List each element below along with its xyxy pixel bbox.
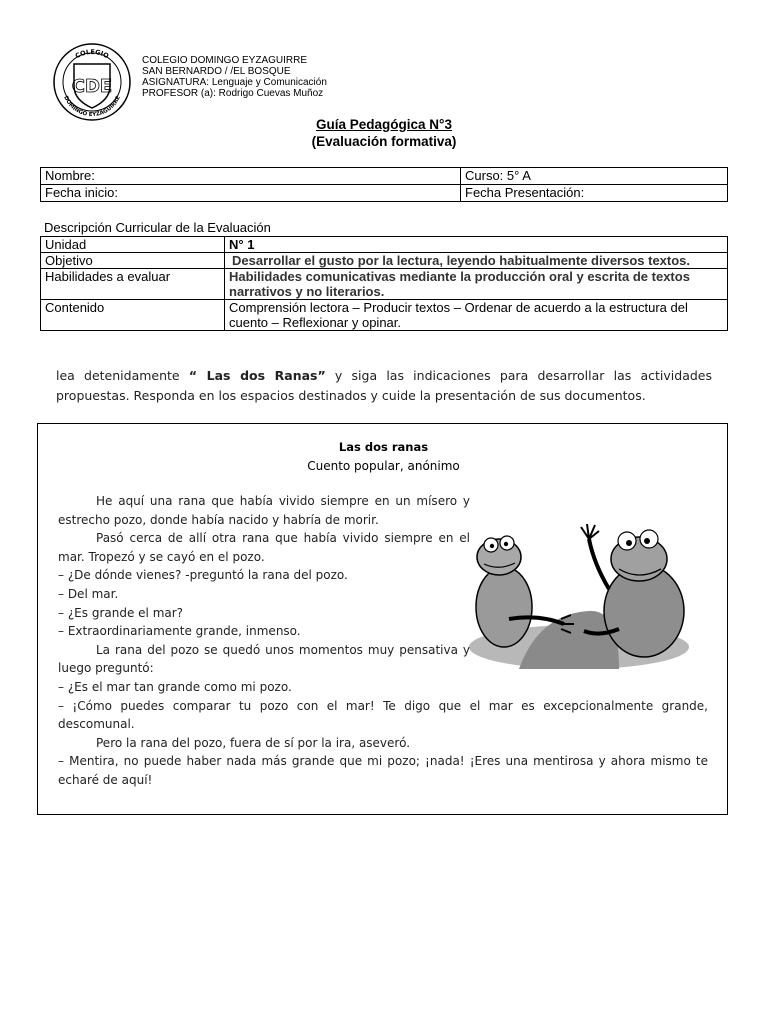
curriculum-row [41, 237, 728, 253]
story-subtitle: Cuento popular, anónimo [307, 459, 460, 473]
story-box [37, 423, 728, 815]
instructions-story-name: “ Las dos Ranas” [188, 368, 326, 383]
curriculum-row [41, 253, 728, 269]
start-date-cell[interactable]: Fecha inicio: [41, 185, 461, 202]
student-info-table [40, 167, 728, 202]
story-paragraph: – Mentira, no puede haber nada más grande que mi pozo; ¡nada! ¡Eres una mentirosa y ahora mismo te echaré de aquí! [58, 754, 708, 787]
presentation-date-cell[interactable]: Fecha Presentación: [461, 185, 728, 202]
instructions-part1: lea detenidamente [56, 368, 189, 383]
curriculum-table [40, 236, 728, 331]
logo-letters: CDE [71, 76, 113, 97]
school-info [142, 55, 327, 99]
course-cell: Curso: 5° A [461, 168, 728, 185]
guide-subtitle: (Evaluación formativa) [311, 134, 457, 149]
name-cell[interactable]: Nombre: [41, 168, 461, 185]
story-text [58, 492, 708, 790]
school-logo [52, 42, 132, 122]
svg-text:DOMINGO EYZAGUIRRE [62, 95, 122, 118]
story-paragraph: – Extraordinariamente grande, inmenso. [58, 624, 301, 639]
school-location: SAN BERNARDO / /EL BOSQUE [142, 66, 291, 77]
story-paragraph: La rana del pozo se quedó unos momentos muy pensativa y luego preguntó: [58, 642, 470, 676]
logo-text-bottom: DOMINGO EYZAGUIRRE [62, 95, 122, 119]
story-paragraph: – ¿Es grande el mar? [58, 605, 184, 620]
story-paragraph: Pasó cerca de allí otra rana que había vivido siempre en el mar. Tropezó y se cayó en el pozo. [58, 531, 470, 564]
story-paragraph: – ¡Cómo puedes comparar tu pozo con el mar! Te digo que el mar es excepcionalmente grande, descomunal. [58, 698, 708, 732]
story-title: Las dos ranas [338, 440, 429, 454]
unit-value: N° 1 [225, 237, 728, 253]
curriculum-heading: Descripción Curricular de la Evaluación [44, 220, 271, 235]
teacher-line: PROFESOR (a): Rodrigo Cuevas Muñoz [142, 88, 324, 99]
guide-title: Guía Pedagógica N°3 [316, 117, 452, 132]
objective-value: Desarrollar el gusto por la lectura, leyendo habitualmente diversos textos. [225, 253, 728, 269]
svg-text:COLEGIO [74, 48, 111, 60]
content-value: Comprensión lectora – Producir textos – Ordenar de acuerdo a la estructura del cuento – Reflexionar y opinar. [225, 300, 728, 331]
document-title [0, 116, 768, 150]
unit-label: Unidad [41, 237, 225, 253]
curriculum-row [41, 269, 728, 300]
story-paragraph: Pero la rana del pozo, fuera de sí por la ira, aseveró. [96, 735, 411, 750]
instructions-text [56, 366, 712, 406]
curriculum-row [41, 300, 728, 331]
story-paragraph: – ¿De dónde vienes? -preguntó la rana del pozo. [58, 568, 348, 583]
skills-value: Habilidades comunicativas mediante la producción oral y escrita de textos narrativos y no literarios. [225, 269, 728, 300]
story-paragraph: He aquí una rana que había vivido siempre en un mísero y estrecho pozo, donde había nacido y habría de morir. [58, 494, 470, 527]
instructions-part2: y siga las indicaciones para desarrollar las actividades propuestas. Responda en los espacios destinados y cuide la presentación de sus documentos. [56, 368, 713, 403]
content-label: Contenido [41, 300, 225, 331]
logo-text-top: COLEGIO [73, 47, 111, 61]
subject-line: ASIGNATURA: Lenguaje y Comunicación [142, 77, 327, 88]
objective-label: Objetivo [41, 253, 225, 269]
school-name: COLEGIO DOMINGO EYZAGUIRRE [142, 55, 308, 66]
story-paragraph: – Del mar. [58, 586, 119, 601]
story-paragraph: – ¿Es el mar tan grande como mi pozo. [58, 679, 292, 694]
skills-label: Habilidades a evaluar [41, 269, 225, 300]
